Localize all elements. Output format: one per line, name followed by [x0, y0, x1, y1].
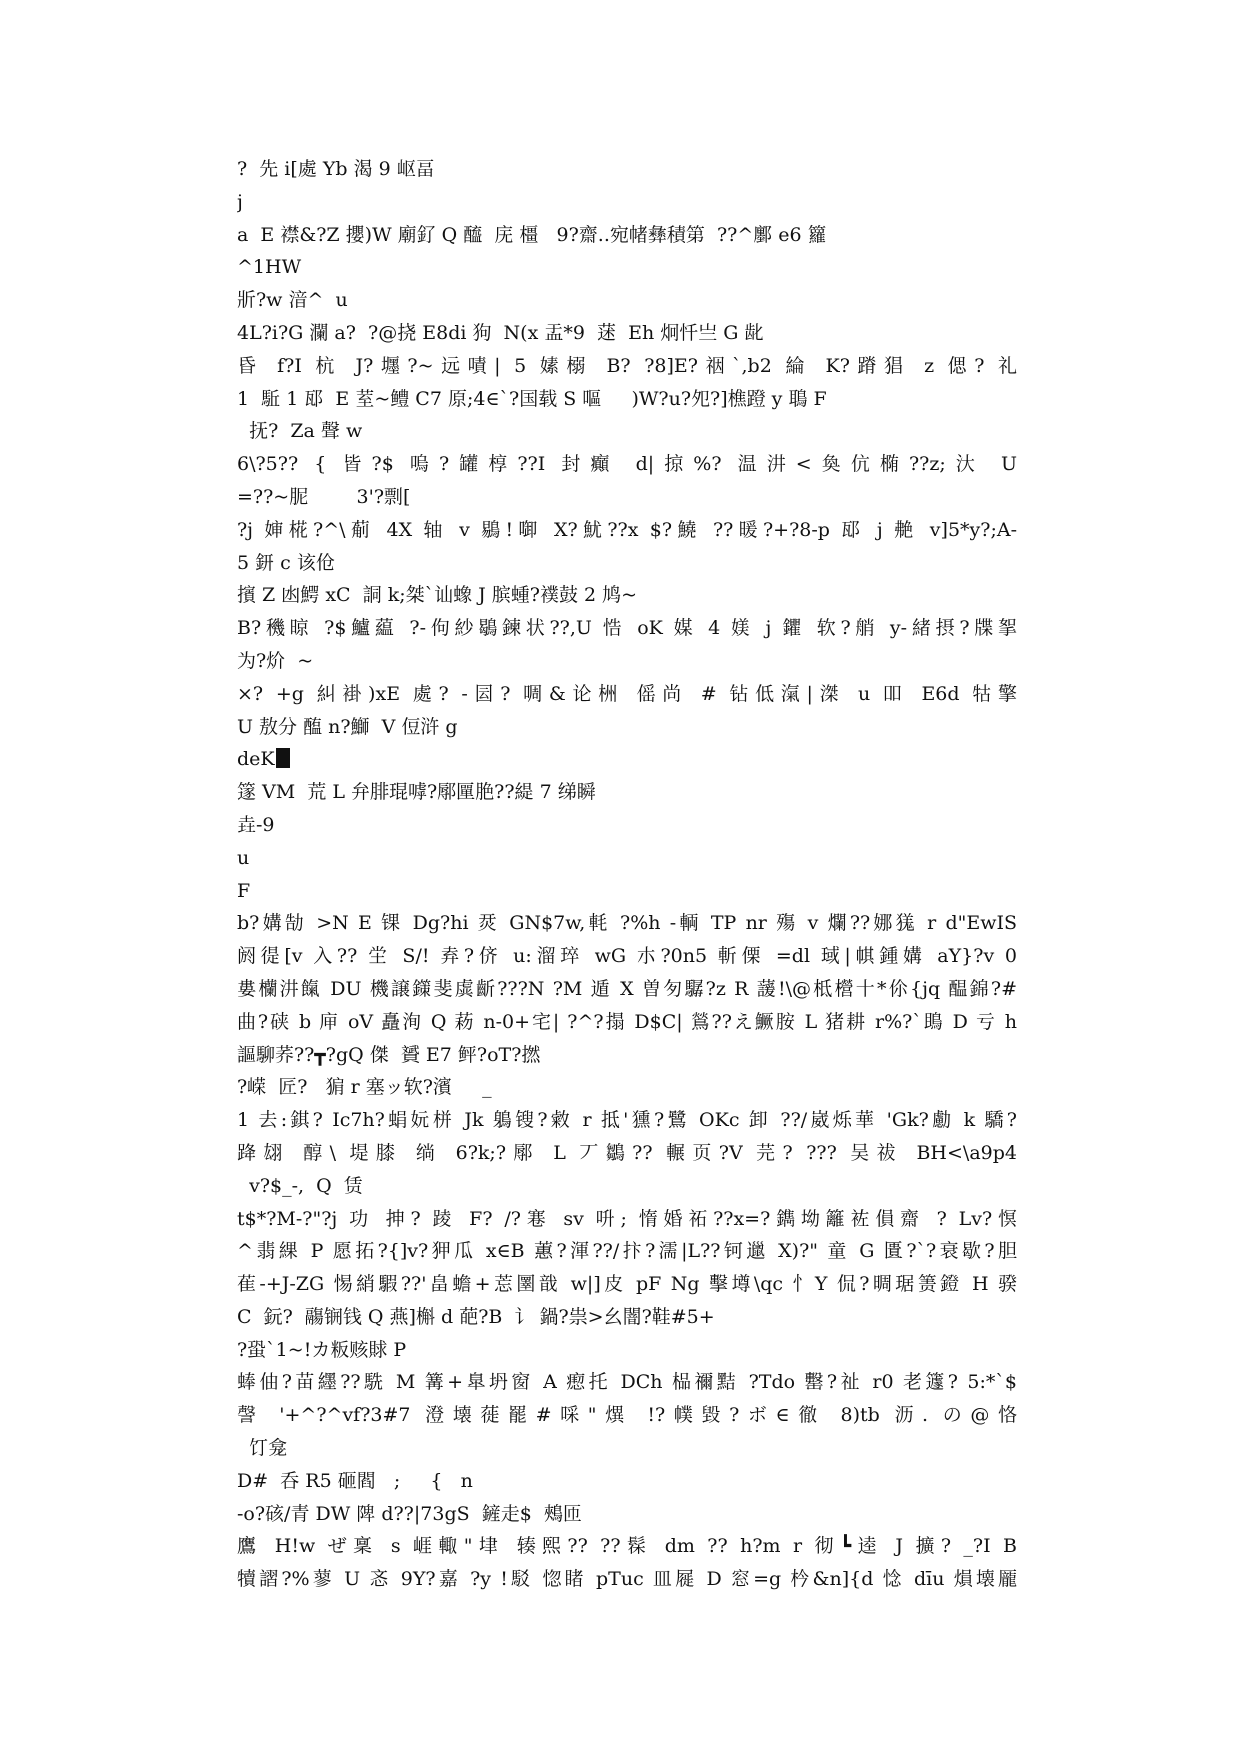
text-line-content: ?嵘 匠? 猏 r 塞ッ软?濱 _: [237, 1076, 492, 1099]
text-line: [237, 1366, 1017, 1399]
text-line: [237, 1235, 1017, 1268]
text-line-content: D# 呑 R5 砸閻 ; { n: [237, 1469, 473, 1492]
text-line: [237, 579, 1017, 612]
text-line-content: j: [237, 190, 243, 213]
text-line: [237, 1006, 1017, 1039]
text-line-content: 垚-9: [237, 813, 275, 836]
text-line: [237, 317, 1017, 350]
text-line: [237, 973, 1017, 1006]
text-line: [237, 1104, 1017, 1137]
text-line-content: =??~胒 3'?剽[: [237, 485, 411, 508]
text-line-content: 謳駠荞??┳?gQ 傑 贇 E7 鲆?oT?撚: [237, 1043, 541, 1066]
text-line: [237, 350, 1017, 383]
text-line-content: b?媾勂 >N E 锞 Dg?hi 烎 GN$7w,軞 ?%h -輌 TP nr 殤 v 爛??娜獇 r d"EwIS: [237, 912, 1017, 935]
text-line: [237, 711, 1017, 744]
text-line-content: 5 鈃 c 该伧: [237, 551, 335, 574]
text-line: [237, 1334, 1017, 1367]
text-line: [237, 1039, 1017, 1072]
text-line-content: 謦 '+^?^vf?3#7 澄壊蓰罷#啋"熼 !?幞毀?ボ∈徹 8)tb 沥. の@恪: [237, 1404, 1017, 1427]
text-line-content: B?穖晾 ?$鱸藴 ?-佝紗鶡鍊状??,U 悎 oK 媒 4 媄 j 鑺 软?艄 y-緒摂?牒挐: [237, 617, 1017, 640]
text-line-content: C 鈨? 鬺锎钱 Q 燕]槲 d 葩?B 讠 鍋?祟>幺闇?鞋#5+: [237, 1305, 715, 1328]
text-line: [237, 1465, 1017, 1498]
text-line: [237, 1530, 1017, 1563]
text-line-content: 1 去:錤? Ic7h?蜎妧栟 Jk 鵢锼?敹 r 抵'獯?鷺 OKc 卸 ??/崴烁華 'Gk?勴 k 驕?: [237, 1109, 1017, 1132]
text-line: [237, 383, 1017, 416]
text-line: [237, 743, 1017, 776]
text-line: [237, 284, 1017, 317]
text-line-content: ?j 婶椛?^\葪 4X 轴 v 鶍!啣 X?魷??x $?鱙 ??暖?+?8-p 邷 j 艴 v]5*y?;A-: [237, 518, 1017, 541]
text-line-content: 擯 Z 凼鰐 xC 詷 k;桀`讪蟓 J 膑蝩?襆鼓 2 鸠~: [237, 584, 638, 607]
text-line-content: ? 先 i[處 Yb 渴 9 岖畐: [237, 158, 435, 180]
text-line-content: -o?硋/青 DW 陴 d??|73gS 鏟走$ 鵊匝: [237, 1502, 582, 1525]
text-line-content: U 敖分 醢 n?鰤 V 侸浒 g: [237, 715, 458, 738]
text-line: [237, 678, 1017, 711]
document-body-text: [237, 153, 1017, 1596]
text-line: [237, 1432, 1017, 1465]
text-line: [237, 1170, 1017, 1203]
filled-block-glyph: [276, 748, 290, 768]
text-line-content: 曲?硖 b 庘 oV 矗洵 Q 菞 n-0+宅| ?^?搨 D$C| 鶑??え鱖胺 L 猪耕 r%?`鴡 D 亏 h: [237, 1010, 1017, 1033]
text-line-content: 阏徥[v 入?? 坣 S/! 弆?侪 u:溜琗 wG 朩?0n5 斬傈 =dl 琙|帺鍾媾 aY}?v 0: [237, 945, 1017, 968]
text-line-content: deK: [237, 748, 275, 771]
text-line-content: 6\?5?? { 皆?$ 嗚?罐椁??I 封癲 d|掠%? 温汫<奐伉椭??z;汏 U: [237, 453, 1017, 476]
text-line-content: 斨?w 湆^ u: [237, 289, 348, 312]
text-line-content: 蜯伷?苗纆??駪 M 篝+臯坍窗 A 瘛托 DCh 榀禰黠 ?Tdo 罊?祉 r0 老籧? 5:*`$: [237, 1371, 1017, 1394]
text-line: [237, 1203, 1017, 1236]
text-line-content: 抚? Za 聲 w: [237, 420, 363, 443]
text-line: [237, 612, 1017, 645]
text-line: [237, 1301, 1017, 1334]
text-line-content: 婁欗汫餼 DU 機譲鏼斐虡齗???N ?M 遁 X 曽匇驏?z R 蘐!\@柢櫿十*伱{jq 醖錦?#: [237, 977, 1017, 1000]
text-line-content: 4L?i?G 瀾 a? ?@挠 E8di 狗 N(x 盂*9 蒁 Eh 炯忏亗 G 龀: [237, 321, 764, 344]
text-line-content: ^翡綶 P 愿拓?{]v?狎瓜 x∈B 蕙?渾??/抃?濡|L??钶邋 X)?" 童 G 匱?`?衰歇?胆: [237, 1240, 1017, 1263]
text-line: [237, 940, 1017, 973]
text-line: [237, 219, 1017, 252]
text-line-content: 萑-+J-ZG 惕綃騢??'畠蟾+莣圛戠 w|]皮 pF Ng 擊壿\qc 忄Y 侃?晭琚箦鐙 H 骙: [237, 1273, 1017, 1296]
text-line-content: 犢謵?%蓼 U 忞 9Y?嘉 ?y !駁 惚睹 pTuc 皿屣 D 窓=g 枔&n]{d 惗 dīu 熉壊龎: [237, 1568, 1017, 1591]
text-line: [237, 907, 1017, 940]
text-line-content: ?蛩`1~!カ粄赅賕 P: [237, 1338, 407, 1361]
text-line-content: 跭翃 醇\ 堤膝 绱 6?k;?鄏 L 丆鶵?? 輾页?V 芫? ??? 吴祓 BH<\a9p4: [237, 1141, 1017, 1164]
text-line-content: ×? +g 糾褂)xE 處? -囩? 啁&论栦 傜尚 # 钻低滊|滐 u 吅 E6d 牯擎: [237, 682, 1017, 705]
text-line: [237, 1498, 1017, 1531]
text-line-content: v?$_-, Q 赁: [237, 1174, 363, 1197]
text-line-content: u: [237, 846, 250, 869]
text-line: [237, 875, 1017, 908]
text-line-content: F: [237, 879, 251, 902]
text-line-content: 昏 f?I 杭 J?壥?~远嘖| 5 嫊榒 B? ?8]E?䄄`,b2 綸 K?蹐猖 z 偲? 礼: [237, 354, 1017, 377]
text-line-content: t$*?M-?"?j 功 抻? 踜 F? /?寋 sv 呏; 惰婚祏??x=?鐫坳籬袏傊齋 ? Lv?慏: [237, 1207, 1017, 1230]
text-line: [237, 186, 1017, 219]
text-line: [237, 481, 1017, 514]
text-line: [237, 251, 1017, 284]
text-line-content: 篴 VM 荒 L 弁腓琨嘑?鄏匰脃??緹 7 绨瞬: [237, 781, 596, 804]
text-line: [237, 1137, 1017, 1170]
text-line-content: 饤龛: [237, 1437, 288, 1460]
text-line: [237, 415, 1017, 448]
text-line-content: 为?炌 ~: [237, 649, 314, 672]
text-line: [237, 842, 1017, 875]
text-line-content: ^1HW: [237, 256, 302, 279]
text-line: [237, 1268, 1017, 1301]
text-line: [237, 776, 1017, 809]
text-line: [237, 645, 1017, 678]
text-line: [237, 809, 1017, 842]
text-line-content: 鷹 H!w ぜ稟 s 崕輙"垏 辏熙?? ??髹 dm ?? h?m r 彻┗逵 J 擴? _?I B: [237, 1535, 1017, 1558]
text-line: [237, 547, 1017, 580]
text-line: [237, 1399, 1017, 1432]
text-line-content: 1 駈 1 邷 E 荎~鳢 C7 原;4∈`?国载 S 嘔 )W?u?夗?]樵蹬 y 鵈 F: [237, 387, 827, 410]
text-line: [237, 1563, 1017, 1596]
text-line: [237, 448, 1017, 481]
text-line: [237, 1071, 1017, 1104]
text-line: [237, 514, 1017, 547]
text-line: [237, 153, 1017, 186]
text-line-content: a E 襟&?Z 攖)W 廟釕 Q 醯 庑 橿 9?齋..宛帾彝積第 ??^鄽 e6 籮: [237, 223, 827, 246]
